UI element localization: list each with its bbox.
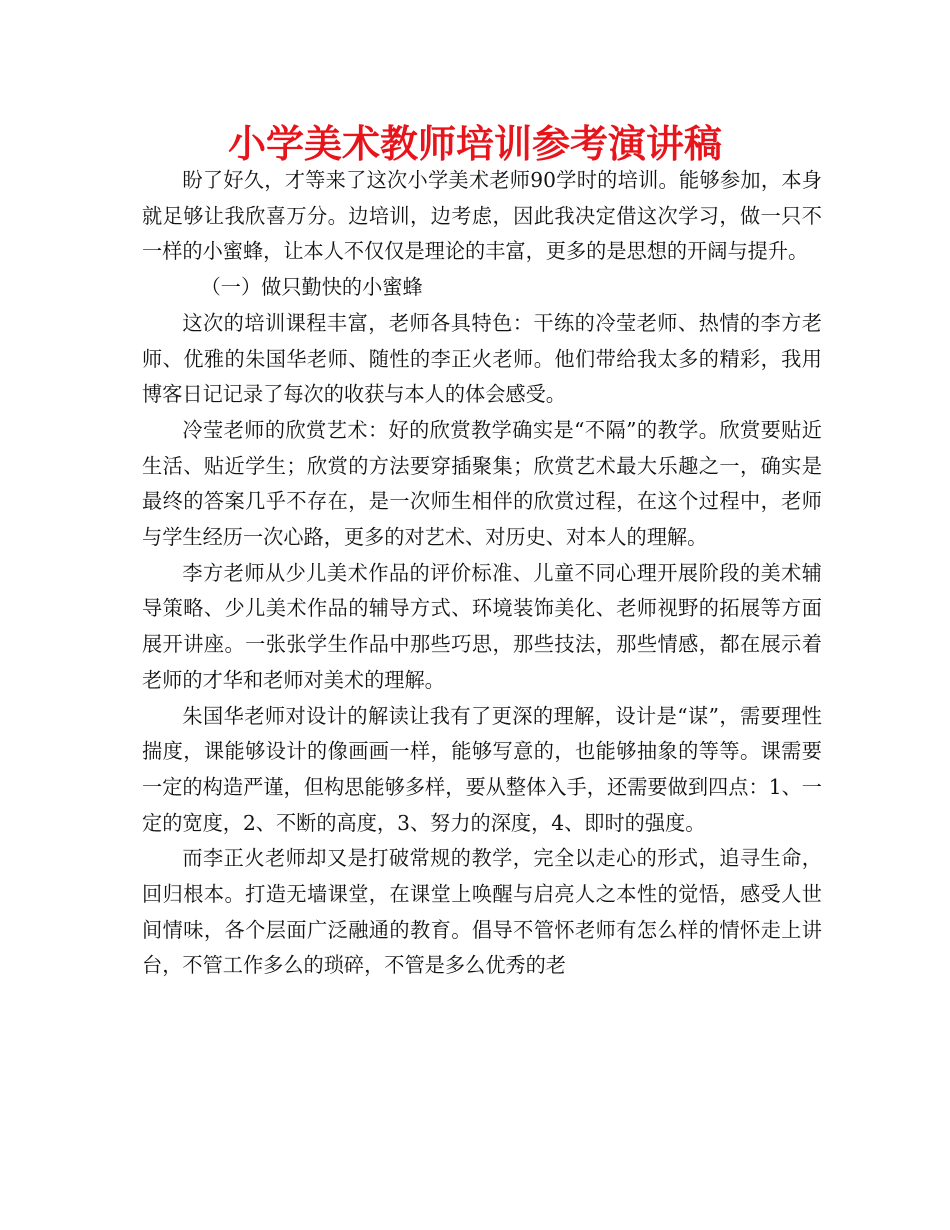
paragraph-intro: 盼了好久，才等来了这次小学美术老师90学时的培训。能够参加，本身就足够让我欣喜万分。边培训，边考虑，因此我决定借这次学习，做一只不一样的小蜜蜂，让本人不仅仅是理论的丰富，更多的是思想的开阔与提升。 — [142, 168, 822, 264]
paragraph-zhu-guohua: 朱国华老师对设计的解读让我有了更深的理解，设计是“谋”，需要理性揣度，课能够设计的像画画一样，能够写意的，也能够抽象的等等。课需要一定的构造严谨，但构思能够多样，要从整体入手，还需要做到四点：1、一定的宽度，2、不断的高度，3、努力的深度，4、即时的强度。 — [142, 703, 822, 835]
paragraph-li-zhenghuo: 而李正火老师却又是打破常规的教学，完全以走心的形式，追寻生命，回归根本。打造无墙课堂，在课堂上唤醒与启亮人之本性的觉悟，感受人世间情味，各个层面广泛融通的教育。倡导不管怀老师有怎么样的情怀走上讲台，不管工作多么的琐碎，不管是多么优秀的老 — [142, 846, 822, 978]
document-body — [142, 163, 822, 984]
section-heading: （一）做只勤快的小蜜蜂 — [200, 275, 423, 300]
paragraph-li-fang: 李方老师从少儿美术作品的评价标准、儿童不同心理开展阶段的美术辅导策略、少儿美术作品的辅导方式、环境装饰美化、老师视野的拓展等方面展开讲座。一张张学生作品中那些巧思，那些技法，那些情感，都在展示着老师的才华和老师对美术的理解。 — [142, 560, 822, 692]
document-title: 小学美术教师培训参考演讲稿 — [227, 122, 722, 166]
paragraph-course-overview: 这次的培训课程丰富，老师各具特色：干练的冷莹老师、热情的李方老师、优雅的朱国华老师、随性的李正火老师。他们带给我太多的精彩，我用博客日记记录了每次的收获与本人的体会感受。 — [142, 310, 822, 407]
paragraph-leng-ying: 冷莹老师的欣赏艺术：好的欣赏教学确实是“不隔”的教学。欣赏要贴近生活、贴近学生；欣赏的方法要穿插聚集；欣赏艺术最大乐趣之一，确实是最终的答案几乎不存在，是一次师生相伴的欣赏过程，在这个过程中，老师与学生经历一次心路，更多的对艺术、对历史、对本人的理解。 — [142, 417, 822, 550]
